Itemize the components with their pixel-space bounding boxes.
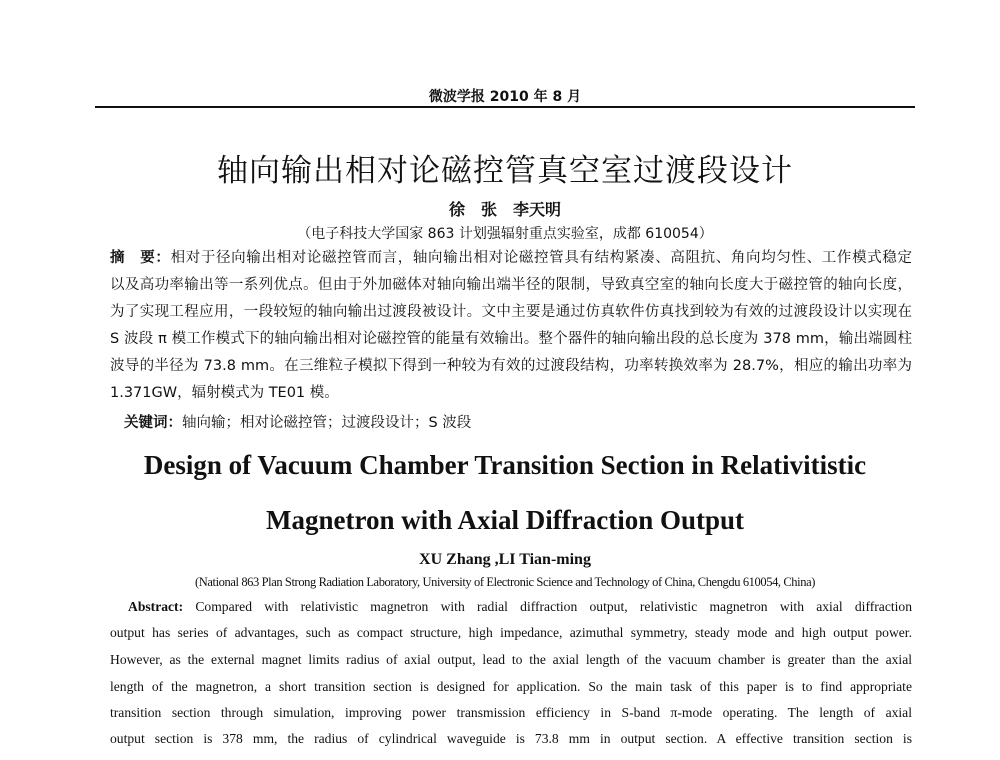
abstract-cn-line: 以及高功率输出等一系列优点。但由于外加磁体对轴向输出端半径的限制，导致真空室的轴向长度大于磁控管的轴向长度， [110, 277, 912, 293]
header-rule [95, 106, 915, 108]
title-english-line2: Magnetron with Axial Diffraction Output [266, 505, 744, 535]
abstract-cn-line: 1.371GW，辐射模式为 TE01 模。 [110, 385, 339, 401]
abstract-cn-line: 为了实现工程应用，一段较短的轴向输出过渡段被设计。文中主要是通过仿真软件仿真找到较为有效的过渡段设计以实现在 [110, 304, 912, 320]
abstract-cn-line: 波导的半径为 73.8 mm。在三维粒子模拟下得到一种较为有效的过渡段结构，功率转换效率为 28.7%，相应的输出功率为 [110, 358, 912, 374]
keywords-cn: 关键词：轴向输；相对论磁控管；过渡段设计；S 波段 [124, 415, 472, 431]
journal-header: 微波学报 2010 年 8 月 [428, 89, 582, 105]
affiliation-english: (National 863 Plan Strong Radiation Laboratory, University of Electronic Science and Technology of China, Chengdu 610054, China) [194, 575, 815, 589]
abstract-cn-line: S 波段 π 模工作模式下的轴向输出相对论磁控管的能量有效输出。整个器件的轴向输出段的总长度为 378 mm，输出端圆柱 [110, 331, 912, 347]
abstract-en-line: Abstract: Compared with relativistic magnetron with radial diffraction output, relativistic magnetron with axial diffraction [128, 599, 912, 614]
abstract-en-line: length of the magnetron, a short transition section is designed for application. So the main task of this paper is to find appropriate [110, 679, 912, 694]
affiliation-chinese: （电子科技大学国家 863 计划强辐射重点实验室，成都 610054） [297, 226, 713, 242]
abstract-en-line: output has series of advantages, such as compact structure, high impedance, azimuthal symmetry, steady mode and high output power. [110, 625, 912, 640]
abstract-cn-label: 摘 要： [110, 250, 171, 266]
abstract-en-label: Abstract: [128, 599, 184, 614]
authors-english: XU Zhang ,LI Tian-ming [419, 551, 591, 568]
authors-chinese: 徐 张 李天明 [448, 200, 561, 219]
abstract-cn-line: 摘 要：相对于径向输出相对论磁控管而言，轴向输出相对论磁控管具有结构紧凑、高阻抗、角向均匀性、工作模式稳定 [110, 250, 912, 266]
abstract-en-line: output section is 378 mm, the radius of cylindrical waveguide is 73.8 mm in output section. A effective transition section is [110, 731, 912, 746]
abstract-en-line: However, as the external magnet limits radius of axial output, lead to the axial length of the vacuum chamber is greater than the axial [110, 652, 912, 667]
keywords-cn-label: 关键词： [124, 415, 182, 431]
title-chinese: 轴向输出相对论磁控管真空室过渡段设计 [217, 153, 793, 189]
title-english-line1: Design of Vacuum Chamber Transition Section in Relativitistic [143, 450, 867, 480]
abstract-en-line: transition section through simulation, improving power transmission efficiency in S-band π-mode operating. The length of axial [110, 705, 912, 720]
